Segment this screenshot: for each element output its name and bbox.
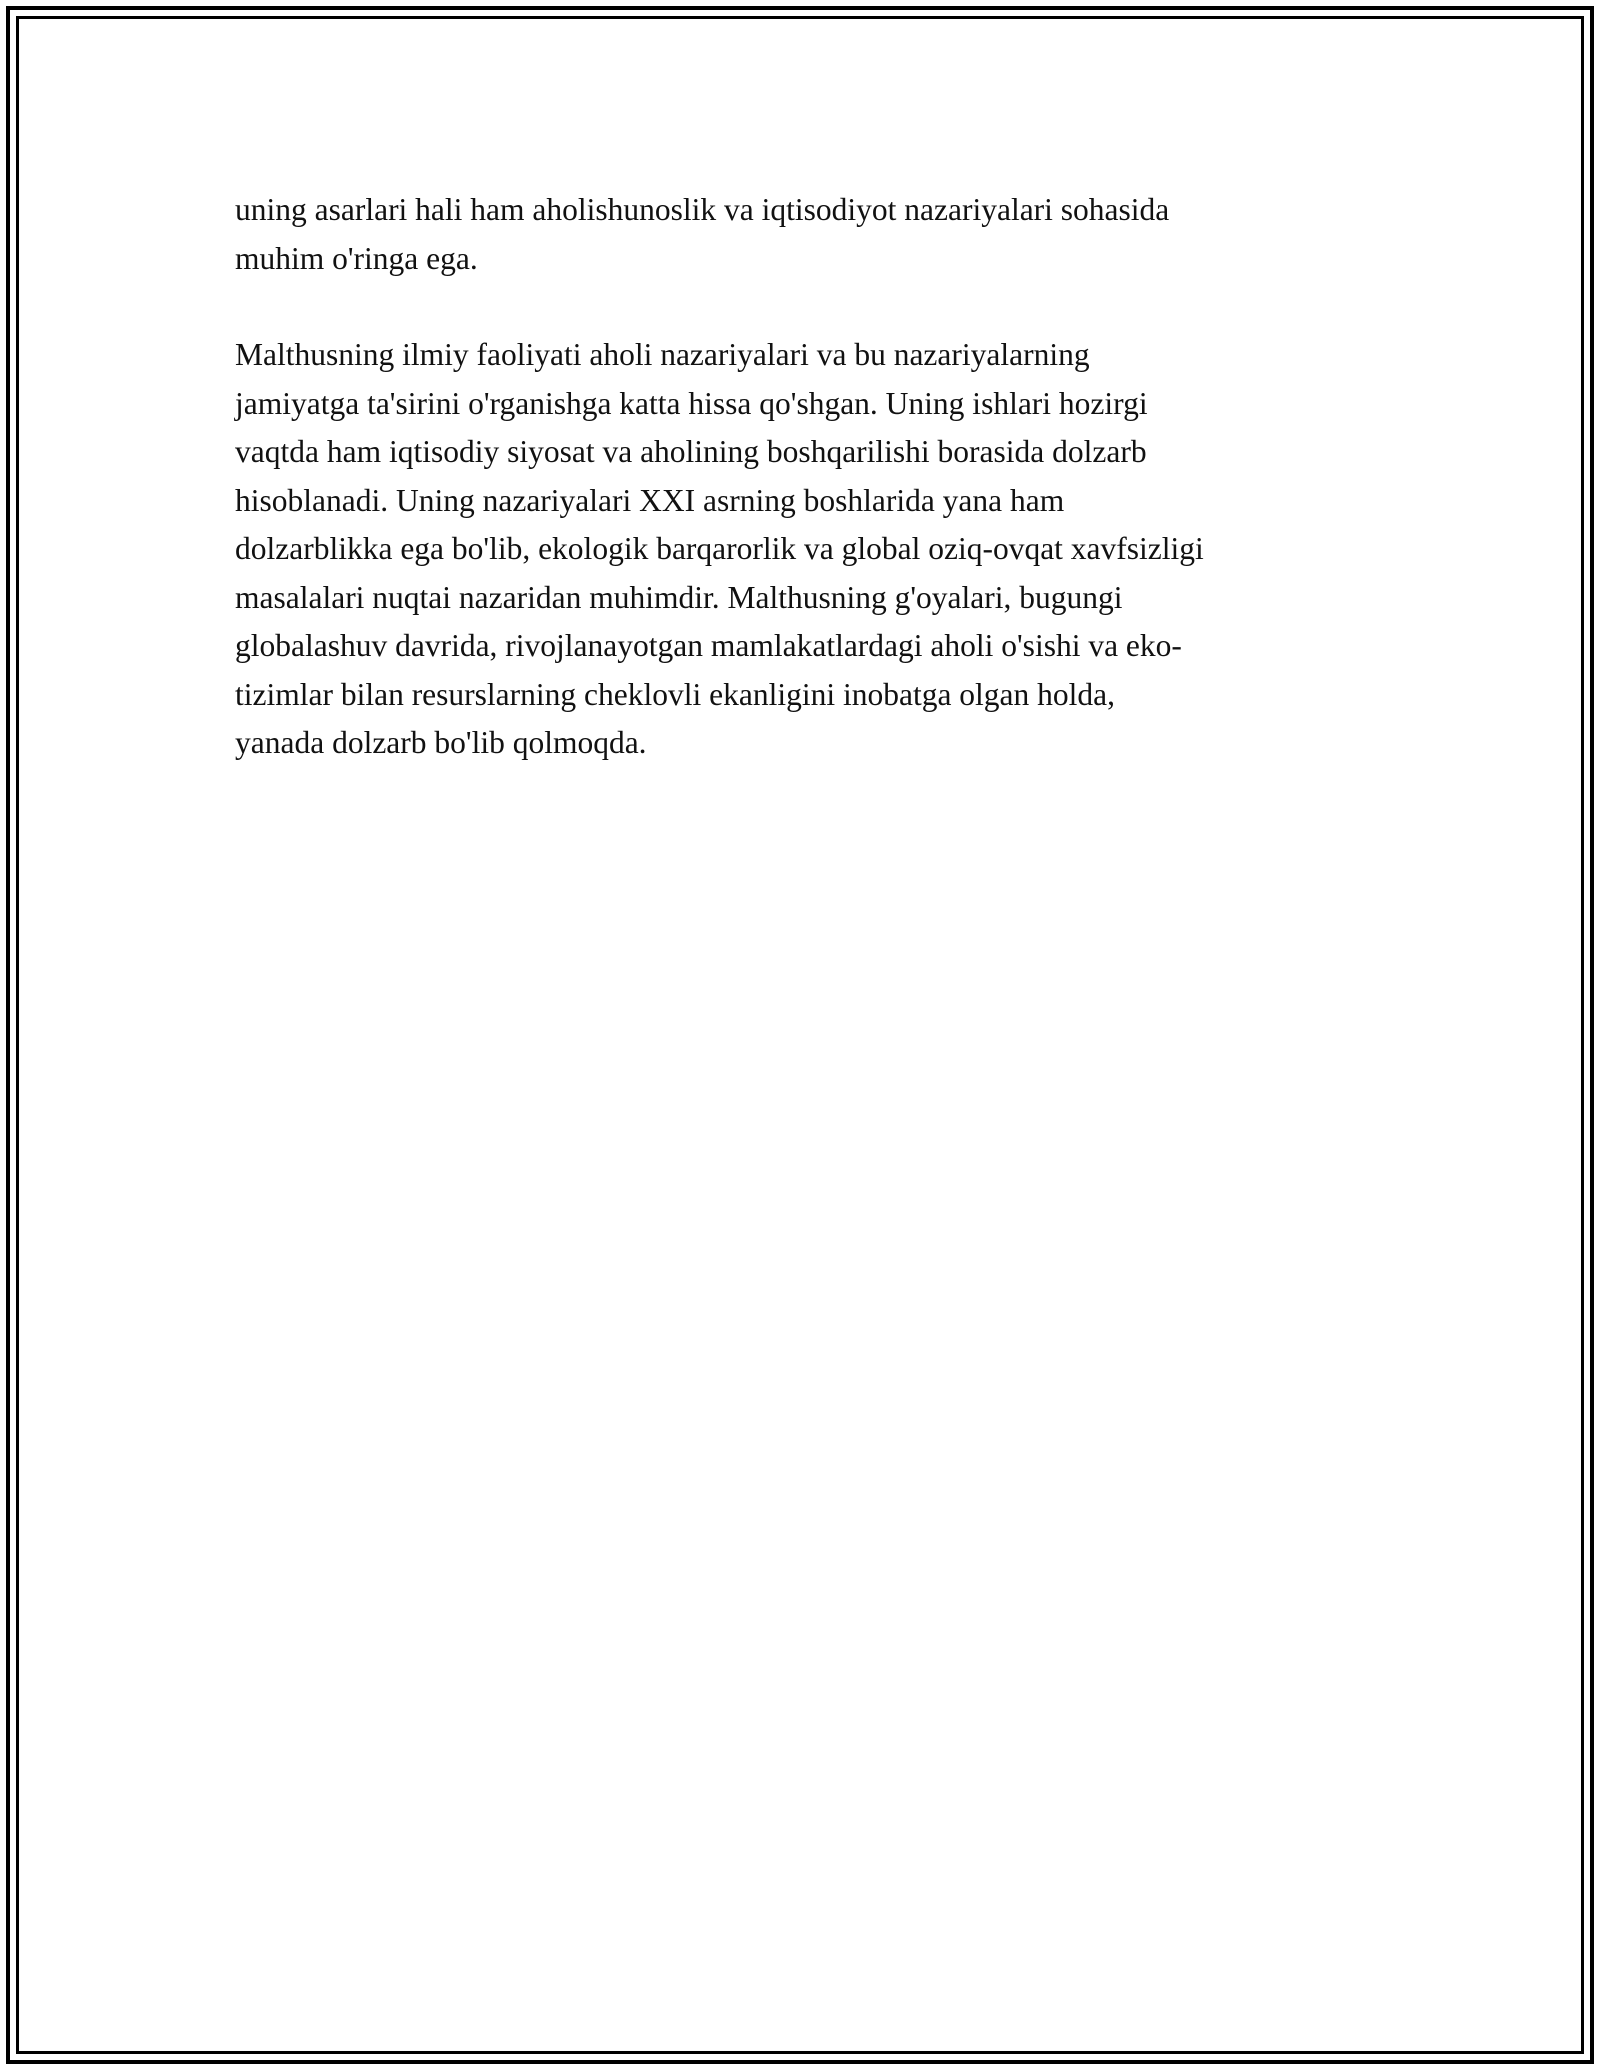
document-body [235,186,1365,816]
paragraph: uning asarlari hali ham aholishunoslik va iqtisodiyot nazariyalari sohasida muhim o'ringa ega. [235,192,1170,276]
paragraph: Malthusning ilmiy faoliyati aholi nazariyalari va bu nazariyalarning jamiyatga ta'sirini o'rganishga katta hissa qo'shgan. Uning ishlari hozirgi vaqtda ham iqtisodiy siyosat va aholining boshqarilishi borasida dolzarb hisoblanadi. Uning nazariyalari XXI asrning boshlarida yana ham dolzarblikka ega bo'lib, ekologik barqarorlik va global oziq-ovqat xavfsizligi masalalari nuqtai nazaridan muhimdir. Malthusning g'oyalari, bugungi globalashuv davrida, rivojlanayotgan mamlakatlardagi aholi o'sishi va eko- tizimlar bilan resurslarning cheklovli ekanligini inobatga olgan holda, yanada dolzarb bo'lib qolmoqda. [235,337,1204,760]
